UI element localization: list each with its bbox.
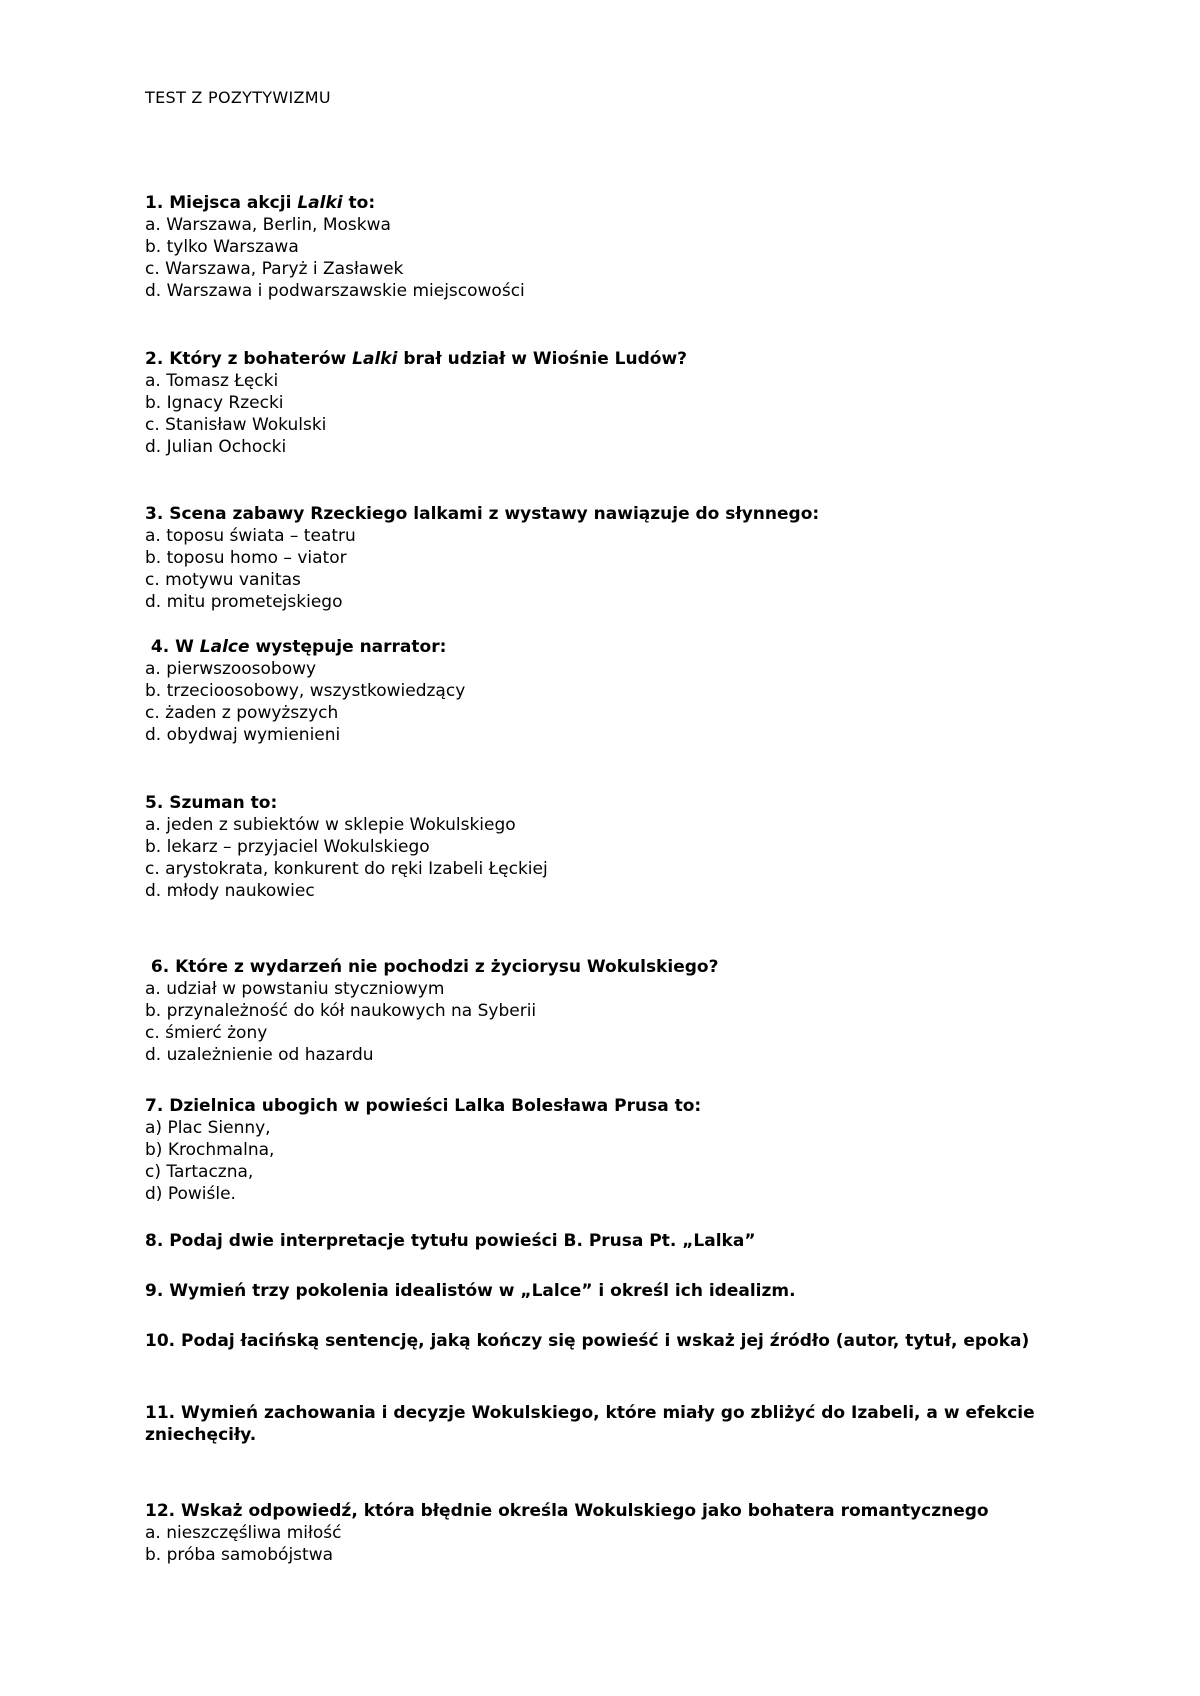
answer-option: c. Stanisław Wokulski <box>145 415 327 435</box>
answer-option: a. Warszawa, Berlin, Moskwa <box>145 215 391 235</box>
question-title: 10. Podaj łacińską sentencję, jaką kończy się powieść i wskaż jej źródło (autor, tytuł, epoka) <box>145 1331 1030 1351</box>
question-title: 6. Które z wydarzeń nie pochodzi z życiorysu Wokulskiego? <box>145 957 719 977</box>
question-9 <box>145 1280 1065 1302</box>
question-12 <box>145 1500 1105 1566</box>
answer-option: b) Krochmalna, <box>145 1140 275 1160</box>
question-title: 4. W Lalce występuje narrator: <box>145 637 447 657</box>
answer-option: a. nieszczęśliwa miłość <box>145 1523 342 1543</box>
question-title: 5. Szuman to: <box>145 793 278 813</box>
answer-option: b. Ignacy Rzecki <box>145 393 284 413</box>
answer-option: b. próba samobójstwa <box>145 1545 334 1565</box>
answer-option: c. motywu vanitas <box>145 570 301 590</box>
answer-option: c) Tartaczna, <box>145 1162 254 1182</box>
question-title: 8. Podaj dwie interpretacje tytułu powieści B. Prusa Pt. „Lalka” <box>145 1231 756 1251</box>
answer-option: d) Powiśle. <box>145 1184 236 1204</box>
question-4 <box>145 636 1065 746</box>
answer-option: a) Plac Sienny, <box>145 1118 271 1138</box>
question-6 <box>145 956 1065 1066</box>
document-title: TEST Z POZYTYWIZMU <box>145 88 331 107</box>
question-title: 1. Miejsca akcji Lalki to: <box>145 193 376 213</box>
question-8 <box>145 1230 1065 1252</box>
answer-option: d. mitu prometejskiego <box>145 592 343 612</box>
question-title: 11. Wymień zachowania i decyzje Wokulskiego, które miały go zbliżyć do Izabeli, a w efekcie zniechęciły. <box>145 1403 1041 1445</box>
question-3 <box>145 503 1065 613</box>
answer-option: b. przynależność do kół naukowych na Syberii <box>145 1001 537 1021</box>
question-10 <box>145 1330 1065 1352</box>
question-title: 7. Dzielnica ubogich w powieści Lalka Bolesława Prusa to: <box>145 1096 702 1116</box>
answer-option: d. obydwaj wymienieni <box>145 725 341 745</box>
answer-option: d. młody naukowiec <box>145 881 315 901</box>
question-title: 3. Scena zabawy Rzeckiego lalkami z wystawy nawiązuje do słynnego: <box>145 504 820 524</box>
answer-option: d. Julian Ochocki <box>145 437 287 457</box>
question-1 <box>145 192 1065 302</box>
answer-option: a. toposu świata – teatru <box>145 526 356 546</box>
question-title: 9. Wymień trzy pokolenia idealistów w „Lalce” i określ ich idealizm. <box>145 1281 796 1301</box>
answer-option: c. Warszawa, Paryż i Zasławek <box>145 259 404 279</box>
answer-option: a. pierwszoosobowy <box>145 659 317 679</box>
question-11 <box>145 1402 1065 1446</box>
answer-option: b. toposu homo – viator <box>145 548 347 568</box>
answer-option: b. lekarz – przyjaciel Wokulskiego <box>145 837 430 857</box>
question-5 <box>145 792 1065 902</box>
answer-option: d. Warszawa i podwarszawskie miejscowości <box>145 281 525 301</box>
answer-option: d. uzależnienie od hazardu <box>145 1045 374 1065</box>
question-2 <box>145 348 1065 458</box>
answer-option: a. jeden z subiektów w sklepie Wokulskiego <box>145 815 516 835</box>
answer-option: b. trzecioosobowy, wszystkowiedzący <box>145 681 466 701</box>
question-title: 12. Wskaż odpowiedź, która błędnie określa Wokulskiego jako bohatera romantycznego <box>145 1501 989 1521</box>
question-7 <box>145 1095 1065 1205</box>
question-title: 2. Który z bohaterów Lalki brał udział w Wiośnie Ludów? <box>145 349 688 369</box>
answer-option: b. tylko Warszawa <box>145 237 299 257</box>
answer-option: a. udział w powstaniu styczniowym <box>145 979 445 999</box>
answer-option: c. śmierć żony <box>145 1023 268 1043</box>
answer-option: c. żaden z powyższych <box>145 703 339 723</box>
answer-option: a. Tomasz Łęcki <box>145 371 279 391</box>
answer-option: c. arystokrata, konkurent do ręki Izabeli Łęckiej <box>145 859 548 879</box>
